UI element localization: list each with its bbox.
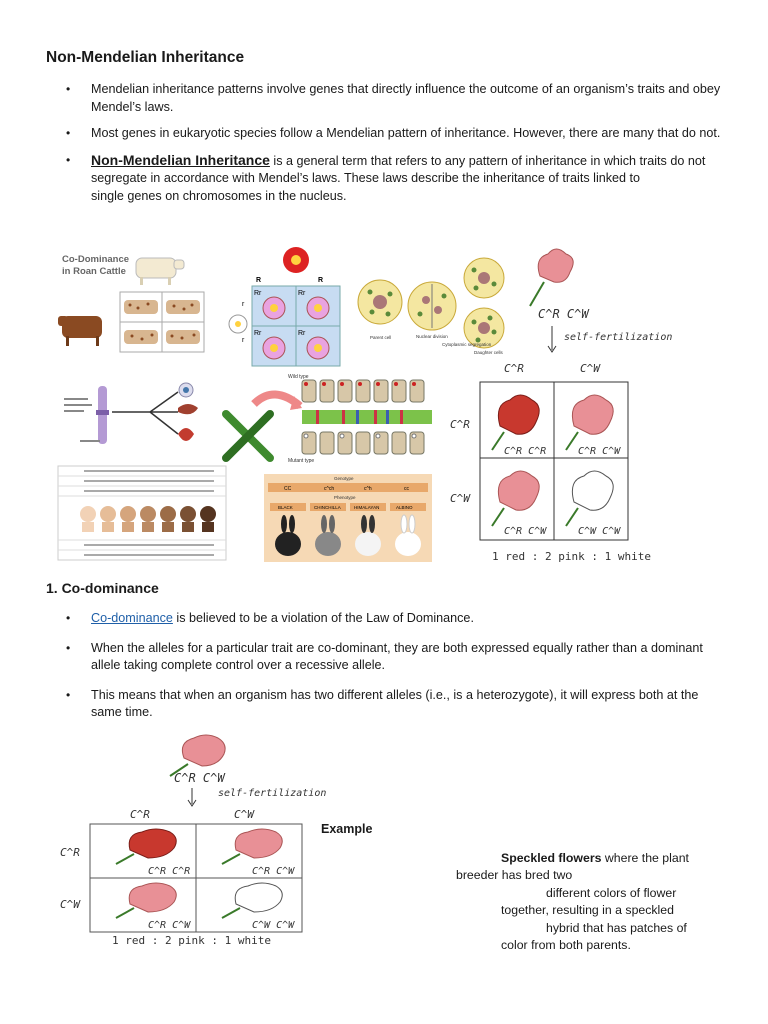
ratio-caption: 1 red : 2 pink : 1 white	[492, 550, 651, 563]
list-item: • Most genes in eukaryotic species follow a Mendelian pattern of inheritance. However, there are many that do not.	[66, 125, 726, 143]
speckled-line-2: breeder has bred two	[456, 868, 573, 882]
red-flower-icon	[116, 829, 176, 864]
row-header-cr: C^R	[60, 846, 80, 859]
roan-cattle-figure	[58, 250, 226, 358]
heart-icon	[178, 428, 194, 441]
self-fertilization-label: self-fertilization	[218, 788, 327, 799]
flower-punnett-figure	[232, 244, 352, 369]
rr-label-4: Rr	[298, 330, 306, 337]
cell-genotype: C^R C^R	[148, 866, 191, 877]
col-header-cr: C^R	[504, 362, 524, 375]
snapdragon-cross-figure-2	[56, 734, 327, 948]
cell-genotype: C^R C^R	[504, 446, 547, 457]
cell-genotype: C^W C^W	[578, 526, 621, 537]
pink-flower-icon	[566, 395, 613, 450]
gene-bar	[302, 410, 432, 424]
list-item	[66, 610, 726, 628]
pink-flower-icon	[530, 249, 573, 306]
rabbit-coat-figure	[264, 474, 432, 562]
genotype-label: Genotype	[334, 476, 354, 481]
example-label: Example	[321, 822, 373, 836]
definition-text: is a general term that refers to any pattern of inheritance in which traits do not segregate in accordance with Mendel’s laws. These laws describe the inheritance of traits linked to	[91, 153, 706, 185]
codominance-bullet-list	[66, 610, 726, 731]
definition-term: Non-Mendelian Inheritance	[91, 151, 270, 168]
speckled-text: where the plant	[601, 851, 689, 865]
liver-icon	[178, 404, 198, 414]
rabbit-phenotype-2: CHINCHILLA	[314, 505, 341, 510]
col-header-cw: C^W	[580, 362, 600, 375]
red-flower-icon	[492, 395, 539, 450]
pink-flower-icon	[492, 471, 539, 526]
parent-cell-icon	[358, 280, 402, 324]
cell-genotype: C^R C^W	[504, 526, 547, 537]
rabbit-phenotype-1: BLACK	[278, 505, 293, 510]
cell-genotype: C^R C^W	[148, 920, 191, 931]
rabbit-genotype-4: cc	[404, 486, 409, 492]
speckled-line-6: color from both parents.	[501, 938, 631, 952]
list-item: • When the alleles for a particular trait are co-dominant, they are both expressed equally rather than a dominant allele taking complete control over a recessive allele.	[66, 640, 726, 675]
rabbit-phenotype-3: HIMALAYAN	[354, 505, 380, 510]
punnett-R-label-2: R	[318, 277, 324, 284]
fruit-fly-figure	[286, 370, 436, 466]
col-header-cr: C^R	[130, 808, 150, 821]
codominance-link[interactable]: Co-dominance	[91, 611, 173, 625]
bullet-text: is believed to be a violation of the Law of Dominance.	[172, 611, 474, 625]
cell-genotype: C^R C^W	[578, 446, 621, 457]
pink-flower-icon	[170, 735, 225, 776]
white-flower-icon	[566, 471, 613, 526]
rabbit-phenotype-4: ALBINO	[396, 505, 413, 510]
pleiotropy-figure	[60, 378, 226, 458]
cell-genotype: C^W C^W	[252, 920, 295, 931]
section-heading: 1. Co-dominance	[46, 580, 159, 596]
pink-flower-icon	[116, 883, 176, 918]
col-header-cw: C^W	[234, 808, 254, 821]
speckled-term: Speckled flowers	[501, 851, 602, 865]
speckled-line-1	[501, 850, 689, 868]
chromosome-x-icon	[226, 414, 270, 458]
punnett-r-label-2: r	[242, 337, 245, 344]
self-fertilization-label: self-fertilization	[564, 332, 673, 343]
parent-genotype: C^R C^W	[538, 307, 589, 321]
definition-text-2: single genes on chromosomes in the nucleus.	[91, 188, 347, 203]
row-header-cw: C^W	[60, 898, 80, 911]
cell-genotype: C^R C^W	[252, 866, 295, 877]
list-item: • This means that when an organism has two different alleles (i.e., is a heterozygote), it will express both at the same time.	[66, 687, 726, 722]
speckled-line-3: different colors of flower	[546, 886, 677, 900]
cell-label-daughter: Daughter cells	[474, 350, 503, 355]
speckled-line-5: hybrid that has patches of	[546, 921, 687, 935]
rr-label-3: Rr	[254, 330, 262, 337]
ratio-caption: 1 red : 2 pink : 1 white	[112, 934, 271, 947]
cell-label-parent: Parent cell	[370, 335, 392, 340]
punnett-R-label: R	[256, 277, 262, 284]
page-title: Non-Mendelian Inheritance	[46, 49, 245, 66]
roan-title-2: in Roan Cattle	[62, 266, 126, 277]
row-header-cw: C^W	[450, 492, 470, 505]
intro-bullet-list	[66, 81, 726, 214]
cell-label-cytoplasmic: Cytoplasmic segregation	[442, 342, 492, 347]
skin-color-figure	[58, 466, 226, 560]
wild-type-label: Wild type	[288, 374, 309, 380]
parent-genotype: C^R C^W	[174, 771, 225, 785]
rabbit-genotype-1: CC	[284, 486, 292, 492]
pink-flower-icon	[222, 829, 282, 864]
row-header-cr: C^R	[450, 418, 470, 431]
punnett-r-label: r	[242, 301, 245, 308]
rabbit-genotype-3: c^h	[364, 486, 372, 492]
white-flower-icon	[222, 883, 282, 918]
white-flower-icon	[229, 315, 247, 333]
cell-label-nuclear: Nuclear division	[416, 334, 448, 339]
rabbit-genotype-2: c^ch	[324, 486, 335, 492]
list-item	[66, 152, 726, 206]
speckled-line-4: together, resulting in a speckled	[501, 903, 674, 917]
red-flower-icon	[283, 247, 309, 273]
mutant-type-label: Mutant type	[288, 458, 315, 464]
phenotype-label: Phenotype	[334, 495, 356, 500]
rr-label: Rr	[254, 290, 262, 297]
snapdragon-cross-figure	[446, 246, 673, 568]
roan-title-1: Co-Dominance	[62, 254, 130, 265]
list-item: • Mendelian inheritance patterns involve genes that directly influence the outcome of an organism’s traits and obey Mendel’s laws.	[66, 81, 726, 116]
rr-label-2: Rr	[298, 290, 306, 297]
